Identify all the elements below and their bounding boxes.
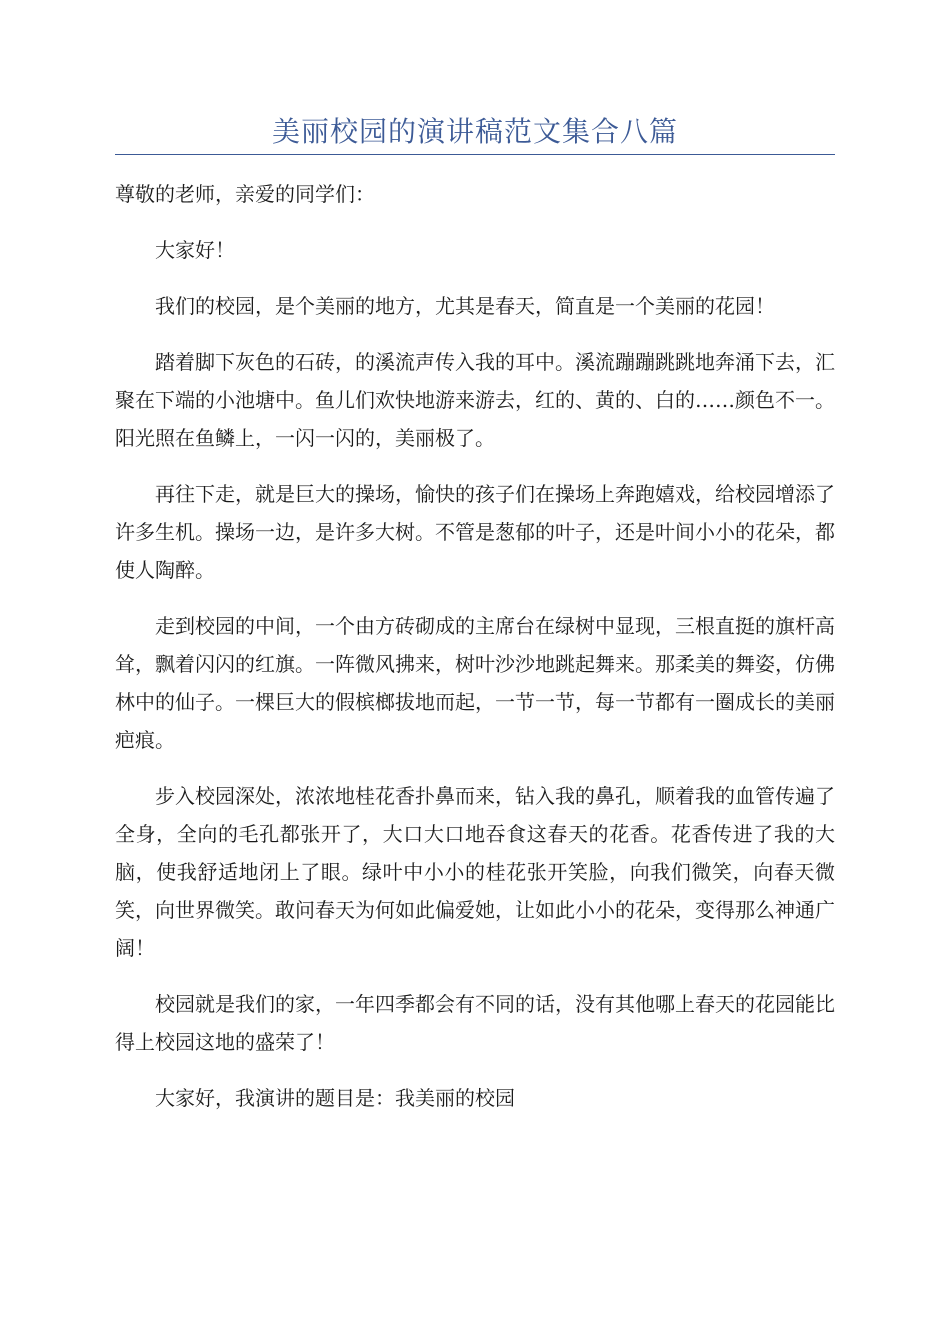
paragraph-greeting: 大家好！ (155, 238, 235, 262)
paragraph-intro: 我们的校园，是个美丽的地方，尤其是春天，简直是一个美丽的花园！ (155, 294, 775, 318)
paragraph-osmanthus: 步入校园深处，浓浓地桂花香扑鼻而来，钻入我的鼻孔，顺着我的血管传遍了全身，全向的毛孔都张开了，大口大口地吞食这春天的花香。花香传进了我的大脑，使我舒适地闭上了眼。绿叶中小小的桂花张开笑脸，向我们微笑，向春天微笑，向世界微笑。敢问春天为何如此偏爱她，让如此小小的花朵，变得那么神通广阔！ (115, 784, 835, 960)
paragraph-playground: 再往下走，就是巨大的操场，愉快的孩子们在操场上奔跑嬉戏，给校园增添了许多生机。操场一边，是许多大树。不管是葱郁的叶子，还是叶间小小的花朵，都使人陶醉。 (115, 482, 835, 582)
document-title: 美丽校园的演讲稿范文集合八篇 (271, 115, 678, 148)
title-underline (115, 154, 835, 155)
paragraph-stream: 踏着脚下灰色的石砖，的溪流声传入我的耳中。溪流蹦蹦跳跳地奔涌下去，汇聚在下端的小池塘中。鱼儿们欢快地游来游去，红的、黄的、白的……颜色不一。阳光照在鱼鳞上，一闪一闪的，美丽极了。 (115, 350, 835, 450)
document-body (115, 175, 835, 1135)
title-block (115, 112, 835, 155)
paragraph-home: 校园就是我们的家，一年四季都会有不同的话，没有其他哪上春天的花园能比得上校园这地的盛荣了！ (115, 992, 835, 1054)
paragraph-next-speech: 大家好，我演讲的题目是：我美丽的校园 (155, 1086, 515, 1110)
salutation: 尊敬的老师，亲爱的同学们： (115, 182, 375, 206)
paragraph-flagpole: 走到校园的中间，一个由方砖砌成的主席台在绿树中显现，三根直挺的旗杆高耸，飘着闪闪的红旗。一阵微风拂来，树叶沙沙地跳起舞来。那柔美的舞姿，仿佛林中的仙子。一棵巨大的假槟榔拔地而起，一节一节，每一节都有一圈成长的美丽疤痕。 (115, 614, 835, 752)
